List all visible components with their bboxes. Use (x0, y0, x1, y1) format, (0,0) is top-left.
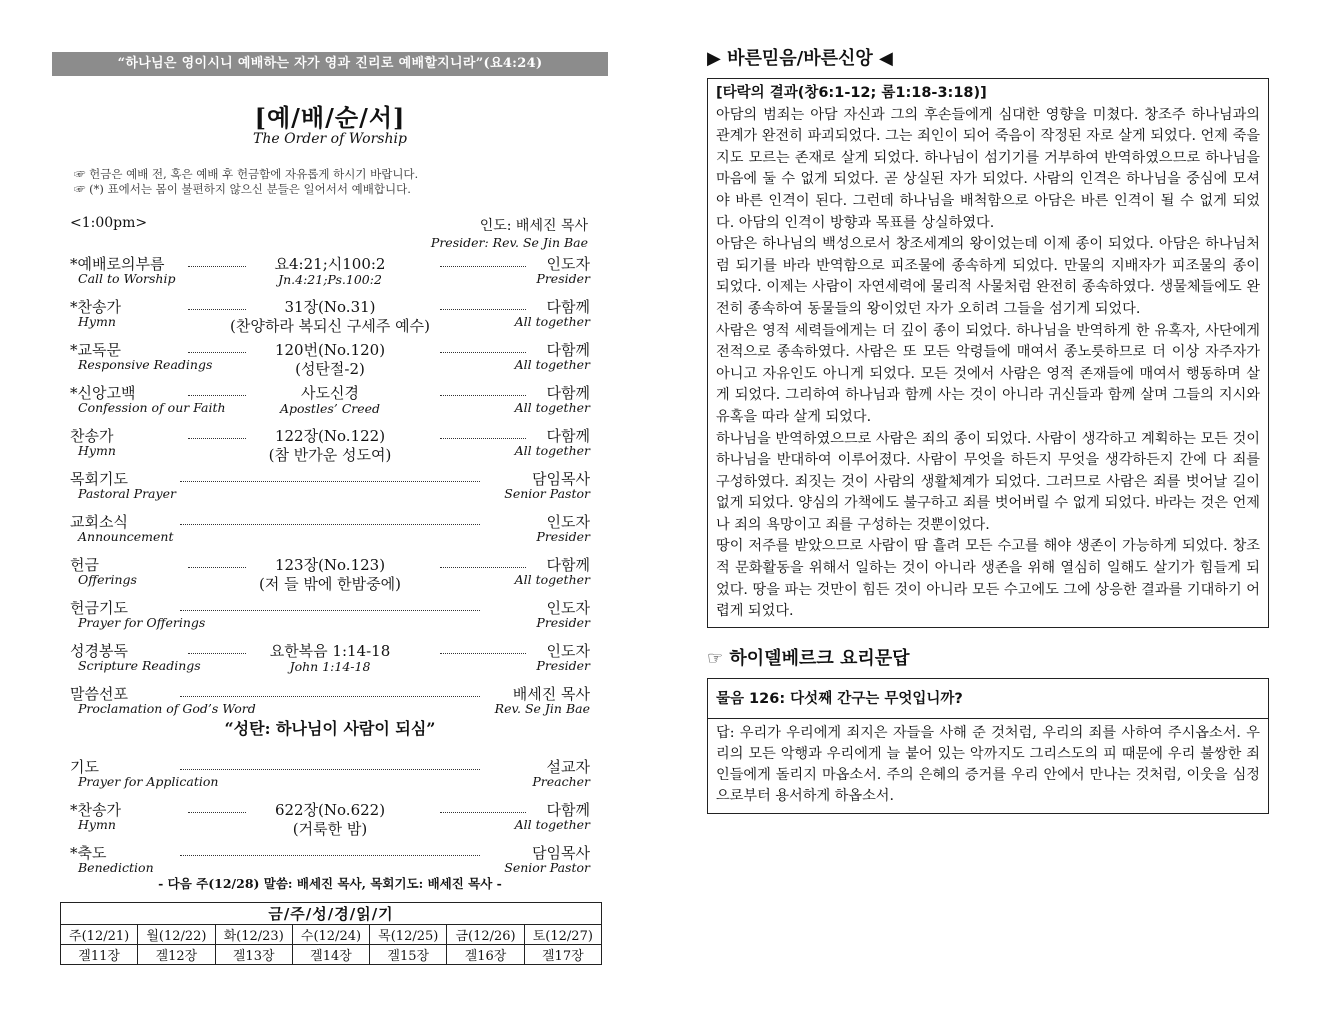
reading-chapter: 겔12장 (138, 945, 215, 965)
item-leader-ko: 다함께 (546, 341, 590, 359)
item-leader-ko: 다함께 (546, 384, 590, 402)
worship-item (70, 554, 590, 594)
item-title-en: Responsive Readings (78, 357, 213, 372)
item-leader-ko: 다함께 (546, 427, 590, 445)
reading-title: 금/주/성/경/읽/기 (61, 903, 602, 925)
dotted-leader (188, 567, 246, 568)
worship-item (70, 296, 590, 336)
service-time: <1:00pm> (70, 215, 148, 231)
dotted-leader (180, 696, 480, 697)
item-title-en: Pastoral Prayer (78, 486, 176, 501)
worship-item (70, 382, 590, 422)
reading-chapter: 겔16장 (447, 945, 524, 965)
faith-paragraph: 아담의 범죄는 아담 자신과 그의 후손들에게 심대한 영향을 미쳤다. 창조주 하나님과의 관계가 완전히 파괴되었다. 그는 죄인이 되어 죽음이 작정된 자로 살게 되었다. 언제 죽을지도 모르는 존재로 살게 되었다. 하나님이 섬기기를 거부하여 반역하였으므로 하나님을 마음에 둘 수 없게 되었다. 곧 상실된 자가 되었다. 사람의 인격은 하나님을 중심에 모셔야 바른 인격이 된다. 그런데 하나님을 배척함으로 아담은 바른 인격이 될 수 없게 되었다. 아담의 인격이 방향과 목표를 상실하였다. (716, 106, 1260, 231)
item-leader-en: All together (514, 357, 590, 372)
item-title-en: Prayer for Offerings (78, 615, 206, 630)
item-title-en: Offerings (78, 572, 137, 587)
worship-notes (74, 167, 608, 197)
dotted-leader (188, 352, 246, 353)
item-title-en: Hymn (78, 443, 116, 458)
item-leader-ko: 배세진 목사 (512, 685, 590, 703)
order-title: [예/배/순/서] (254, 103, 406, 132)
item-leader-en: All together (514, 314, 590, 329)
item-title-ko: 헌금기도 (70, 599, 128, 617)
item-title-en: Prayer for Application (78, 774, 219, 789)
item-title-ko: 목회기도 (70, 470, 128, 488)
item-title-ko: 교회소식 (70, 513, 128, 531)
item-leader-ko: 다함께 (546, 298, 590, 316)
reading-chapter: 겔11장 (61, 945, 138, 965)
item-title-ko: *예배로의부름 (70, 255, 165, 273)
item-leader-en: Presider (536, 271, 590, 286)
item-title-en: Proclamation of God’s Word (78, 701, 256, 716)
item-leader-en: Senior Pastor (504, 860, 590, 875)
reading-chapter: 겔17장 (524, 945, 601, 965)
dotted-leader (440, 438, 526, 439)
item-leader-en: Senior Pastor (504, 486, 590, 501)
worship-item (70, 425, 590, 465)
item-leader-en: All together (514, 400, 590, 415)
dotted-leader (440, 266, 526, 267)
faith-paragraph: 하나님을 반역하였으므로 사람은 죄의 종이 되었다. 사람이 생각하고 계획하는 모든 것이 하나님을 반대하여 이루어졌다. 사람이 무엇을 하든지 무엇을 생각하든지 간에 다 죄를 구성하였다. 죄짓는 것이 사람의 생활체계가 되었다. 그러므로 사람은 죄를 벗어날 길이 없게 되었다. 양심의 가책에도 불구하고 죄를 벗어버릴 수 없게 되었다. 바라는 것은 언제나 죄의 욕망이고 죄를 구성하는 것뿐이었다. (716, 430, 1260, 533)
item-leader-ko: 다함께 (546, 556, 590, 574)
order-subtitle: The Order of Worship (253, 131, 407, 147)
worship-item (70, 511, 590, 551)
dotted-leader (180, 610, 480, 611)
faith-paragraph: 아담은 하나님의 백성으로서 창조세계의 왕이었는데 이제 종이 되었다. 아담은 하나님처럼 되기를 바라 반역함으로 피조물에 종속하게 되었다. 만물의 지배자가 피조물의 종이 되었다. 이제는 사람이 자연세력에 물리적 사물처럼 완전히 종속하였다. 생물체들에도 완전히 종속하여 동물들의 왕이었던 자가 오히려 그들을 섬기게 되었다. (716, 236, 1260, 317)
worship-item (70, 756, 590, 796)
weekly-bible-reading-table (60, 902, 602, 965)
item-title-ko: 기도 (70, 758, 99, 776)
item-leader-ko: 담임목사 (532, 470, 590, 488)
worship-items (52, 253, 608, 893)
bulletin-right-page (707, 44, 1269, 814)
reading-day: 토(12/27) (524, 925, 601, 945)
dotted-leader (188, 266, 246, 267)
dotted-leader (440, 653, 526, 654)
item-leader-ko: 인도자 (546, 513, 590, 531)
item-leader-en: Preacher (532, 774, 590, 789)
dotted-leader (188, 653, 246, 654)
dotted-leader (180, 769, 480, 770)
item-title-en: Call to Worship (78, 271, 176, 286)
dotted-leader (188, 438, 246, 439)
item-leader-en: Presider (536, 615, 590, 630)
faith-paragraph: 땅이 저주를 받았으므로 사람이 땀 흘려 모든 수고를 해야 생존이 가능하게 되었다. 창조적 문화활동을 위해서 일하는 것이 아니라 생존을 위해 열심히 일해도 살기가 힘들게 되었다. 땅을 파는 것만이 힘든 것이 아니라 모든 수고에도 그에 상응한 결과를 기대하기 어렵게 되었다. (716, 538, 1260, 620)
item-title-en: Confession of our Faith (78, 400, 226, 415)
note-standing: ☞ (*) 표에서는 몸이 불편하지 않으신 분들은 일어서서 예배합니다. (74, 182, 411, 196)
reading-chapter: 겔13장 (215, 945, 292, 965)
dotted-leader (180, 481, 480, 482)
item-title-ko: 성경봉독 (70, 642, 128, 660)
catechism-box (707, 678, 1269, 814)
item-leader-ko: 설교자 (546, 758, 590, 776)
time-row (52, 215, 608, 253)
dotted-leader (440, 352, 526, 353)
faith-section-title: ▶ 바른믿음/바른신앙 ◀ (707, 48, 893, 69)
faith-article-heading: [타락의 결과(창6:1-12; 롬1:18-3:18)] (716, 85, 987, 101)
sermon-title: “성탄: 하나님이 사람이 되심” (224, 719, 436, 738)
item-detail-sub: (저 들 밖에 한밤중에) (259, 575, 401, 593)
reading-day: 금(12/26) (447, 925, 524, 945)
worship-item (70, 799, 590, 839)
item-title-ko: *찬송가 (70, 298, 121, 316)
worship-item (70, 253, 590, 293)
item-leader-en: Presider (536, 529, 590, 544)
reading-day: 월(12/22) (138, 925, 215, 945)
reading-chapter: 겔14장 (292, 945, 369, 965)
faith-paragraph: 사람은 영적 세력들에게는 더 깊이 종이 되었다. 하나님을 반역하게 한 유혹자, 사단에게 전적으로 종속하였다. 사람은 또 모든 악령들에 매여서 종노릇하므로 더 이상 자주자가 아니고 자유인도 아니게 되었다. 모든 것에서 사람은 영적 존재들에 매여서 행동하며 살게 되었다. 그리하여 하나님과 함께 사는 것이 아니라 귀신들과 함께 살며 그들의 지시와 유혹을 따라 살게 되었다. (716, 322, 1260, 425)
leader-ko: 인도: 배세진 목사 (479, 218, 588, 234)
item-leader-en: All together (514, 817, 590, 832)
item-leader-en: All together (514, 443, 590, 458)
item-title-ko: *교독문 (70, 341, 121, 359)
item-title-ko: 찬송가 (70, 427, 114, 445)
item-title-ko: 헌금 (70, 556, 99, 574)
item-detail-sub: (성탄절-2) (295, 360, 365, 378)
item-detail: 요한복음 1:14-18 (269, 642, 391, 660)
item-leader-ko: 다함께 (546, 801, 590, 819)
item-detail: 사도신경 (301, 384, 359, 402)
reading-day: 수(12/24) (292, 925, 369, 945)
dotted-leader (188, 812, 246, 813)
item-detail: 122장(No.122) (274, 427, 386, 445)
item-title-en: Hymn (78, 314, 116, 329)
item-title-en: Hymn (78, 817, 116, 832)
faith-article-box (707, 78, 1269, 628)
note-offering: ☞ 헌금은 예배 전, 혹은 예배 후 헌금함에 자유롭게 하시기 바랍니다. (74, 167, 419, 181)
dotted-leader (180, 524, 480, 525)
reading-chapter: 겔15장 (370, 945, 447, 965)
item-detail: 31장(No.31) (284, 298, 376, 316)
leader (431, 215, 588, 250)
item-detail: 120번(No.120) (274, 341, 386, 359)
item-title-ko: *찬송가 (70, 801, 121, 819)
dotted-leader (188, 395, 246, 396)
worship-item (70, 597, 590, 637)
item-detail-sub: (거룩한 밤) (292, 820, 368, 838)
item-detail: 622장(No.622) (274, 801, 386, 819)
reading-day: 주(12/21) (61, 925, 138, 945)
leader-en: Presider: Rev. Se Jin Bae (430, 235, 588, 250)
item-detail: 123장(No.123) (274, 556, 386, 574)
worship-item (70, 339, 590, 379)
item-detail-sub: Apostles’ Creed (279, 401, 381, 416)
dotted-leader (440, 309, 526, 310)
item-title-ko: 말씀선포 (70, 685, 128, 703)
dotted-leader (440, 395, 526, 396)
catechism-section-title: ☞ 하이델베르크 요리문답 (707, 647, 910, 669)
item-detail-sub: Jn.4:21;Ps.100:2 (278, 272, 382, 287)
item-leader-en: Presider (536, 658, 590, 673)
item-title-ko: *축도 (70, 844, 107, 862)
dotted-leader (440, 812, 526, 813)
dotted-leader (440, 567, 526, 568)
catechism-question: 물음 126: 다섯째 간구는 무엇입니까? (708, 679, 1268, 719)
next-week-notice: - 다음 주(12/28) 말씀: 배세진 목사, 목회기도: 배세진 목사 - (158, 876, 502, 891)
item-detail-sub: John 1:14-18 (289, 659, 371, 674)
worship-item (70, 640, 590, 680)
item-detail-sub: (참 반가운 성도여) (268, 446, 392, 464)
item-detail: 요4:21;시100:2 (274, 255, 386, 273)
item-title-en: Benediction (78, 860, 154, 875)
dotted-leader (188, 309, 246, 310)
item-leader-ko: 인도자 (546, 642, 590, 660)
worship-order-page (52, 52, 608, 964)
scripture-banner: “하나님은 영이시니 예배하는 자가 영과 진리로 예배할지니라”(요4:24) (52, 52, 608, 76)
item-leader-ko: 인도자 (546, 255, 590, 273)
reading-day: 목(12/25) (370, 925, 447, 945)
item-detail-sub: (찬양하라 복되신 구세주 예수) (230, 317, 430, 335)
item-leader-ko: 인도자 (546, 599, 590, 617)
item-leader-en: All together (514, 572, 590, 587)
item-title-en: Announcement (78, 529, 174, 544)
item-title-en: Scripture Readings (78, 658, 201, 673)
item-leader-ko: 담임목사 (532, 844, 590, 862)
item-title-ko: *신앙고백 (70, 384, 136, 402)
item-leader-en: Rev. Se Jin Bae (494, 701, 590, 716)
worship-item (70, 468, 590, 508)
catechism-answer: 답: 우리가 우리에게 죄지은 자들을 사해 준 것처럼, 우리의 죄를 사하여 주시옵소서. 우리의 모든 악행과 우리에게 늘 붙어 있는 악까지도 그리스도의 피 때문에 우리 불쌍한 죄인들에게 돌리지 마옵소서. 주의 은혜의 증거를 우리 안에서 만나는 것처럼, 이웃을 심정으로부터 용서하게 하옵소서. (716, 724, 1260, 804)
dotted-leader (180, 855, 480, 856)
reading-day: 화(12/23) (215, 925, 292, 945)
